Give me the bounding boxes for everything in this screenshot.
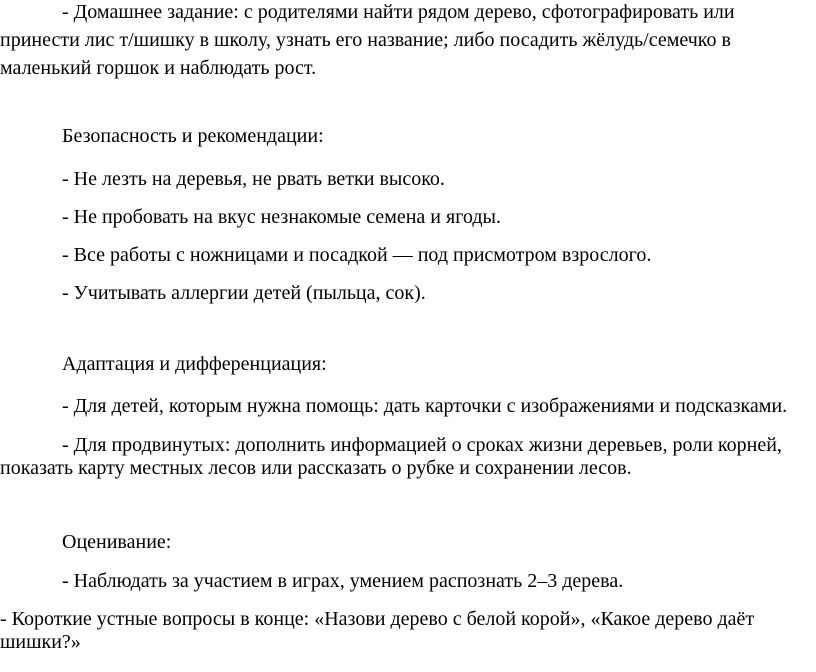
assessment-item-questions-line-2: шишки?» xyxy=(0,631,81,653)
adaptation-item-advanced-line-1: - Для продвинутых: дополнить информацией о сроках жизни деревьев, роли корней, xyxy=(62,434,782,456)
adaptation-heading: Адаптация и дифференциация: xyxy=(62,353,327,375)
safety-heading: Безопасность и рекомендации: xyxy=(62,125,324,147)
homework-line-2: принести лис т/шишку в школу, узнать его название; либо посадить жёлудь/семечко в xyxy=(0,29,731,51)
adaptation-item-advanced-line-2: показать карту местных лесов или рассказать о рубке и сохранении лесов. xyxy=(0,457,632,479)
safety-item: - Все работы с ножницами и посадкой — под присмотром взрослого. xyxy=(62,244,652,266)
safety-item: - Не пробовать на вкус незнакомые семена и ягоды. xyxy=(62,206,501,228)
homework-line-3: маленький горшок и наблюдать рост. xyxy=(0,57,317,79)
safety-item: - Не лезть на деревья, не рвать ветки высоко. xyxy=(62,168,445,190)
assessment-item-observe: - Наблюдать за участием в играх, умением распознать 2–3 дерева. xyxy=(62,570,624,592)
assessment-heading: Оценивание: xyxy=(62,531,172,553)
safety-item: - Учитывать аллергии детей (пыльца, сок). xyxy=(62,282,426,304)
adaptation-item-help: - Для детей, которым нужна помощь: дать карточки с изображениями и подсказками. xyxy=(62,395,788,417)
assessment-item-questions-line-1: - Короткие устные вопросы в конце: «Назови дерево с белой корой», «Какое дерево даёт xyxy=(0,608,755,630)
homework-line-1: - Домашнее задание: с родителями найти рядом дерево, сфотографировать или xyxy=(62,1,735,23)
